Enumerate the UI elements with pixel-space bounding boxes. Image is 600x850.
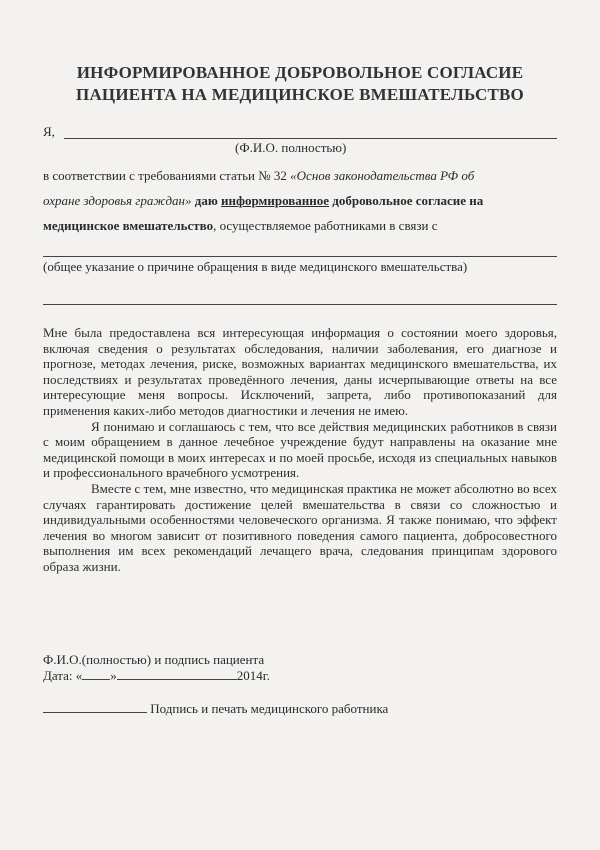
- statement-line-3: [43, 218, 438, 234]
- patient-signature-label: Ф.И.О.(полностью) и подпись пациента: [43, 652, 265, 667]
- staff-signature-field[interactable]: [43, 701, 147, 713]
- staff-signature-row: [43, 701, 388, 717]
- informed-word: информированное: [221, 193, 330, 208]
- reason-caption: (общее указание о причине обращения в виде медицинского вмешательства): [43, 259, 468, 274]
- performed-by-text: , осуществляемое работниками в связи с: [213, 218, 438, 233]
- law-reference: «Основ законодательства РФ об: [290, 168, 475, 183]
- give-word: даю: [191, 193, 222, 208]
- date-month-field[interactable]: [117, 668, 237, 680]
- date-label: Дата: «: [43, 668, 83, 683]
- consent-body: [43, 325, 557, 575]
- paragraph-agreement: Я понимаю и соглашаюсь с тем, что все действия медицинских работников в связи с моим обращением в данное лечебное учреждение будут направлены на оказание мне медицинской помощи в моих интересах и по моей просьбе, исходя из специальных навыков и профессионального врачебного усмотрения.: [43, 418, 557, 481]
- document-title: [0, 62, 600, 106]
- statement-text: в соответствии с требованиями статьи № 32: [43, 168, 291, 183]
- statement-line-2: [43, 193, 483, 209]
- fio-input-line[interactable]: [64, 138, 557, 139]
- law-reference-cont: охране здоровья граждан»: [43, 193, 192, 208]
- date-row: [43, 668, 270, 684]
- paragraph-limitations: Вместе с тем, мне известно, что медицинская практика не может абсолютно во всех случаях гарантировать достижение целей вмешательства в связи со сложностью и индивидуальными особенностями человеческого организма. Я также понимаю, что эффект лечения во многом зависит от позитивного поведения самого пациента, добросовестного выполнения им всех рекомендаций лечащего врача, следования принципам здорового образа жизни.: [43, 480, 557, 574]
- title-line-1: ИНФОРМИРОВАННОЕ ДОБРОВОЛЬНОЕ СОГЛАСИЕ: [76, 63, 524, 82]
- date-quote-close: »: [110, 668, 117, 683]
- date-year: 2014г.: [236, 668, 270, 683]
- fio-caption: (Ф.И.О. полностью): [235, 140, 347, 155]
- intervention-phrase: медицинское вмешательство: [43, 218, 214, 233]
- i-label: Я,: [43, 124, 55, 139]
- title-line-2: ПАЦИЕНТА НА МЕДИЦИНСКОЕ ВМЕШАТЕЛЬСТВО: [76, 85, 524, 104]
- reason-input-line-1[interactable]: [43, 256, 557, 257]
- date-day-field[interactable]: [82, 668, 110, 680]
- reason-input-line-2[interactable]: [43, 304, 557, 305]
- consent-phrase: добровольное согласие на: [329, 193, 484, 208]
- paragraph-information: Мне была предоставлена вся интересующая информация о состоянии моего здоровья, включая сведения о результатах обследования, наличии заболевания, его диагнозе и прогнозе, методах лечения, риске, возможных вариантах медицинского вмешательства, их последствиях и результатах проведённого лечения, даны исчерпывающие ответы на все интересующие меня вопросы. Исключений, запрета, либо противопоказаний для применения каких-либо методов диагностики и лечения не имею.: [43, 325, 557, 418]
- statement-line-1: [43, 168, 474, 184]
- staff-signature-label: Подпись и печать медицинского работника: [150, 701, 389, 716]
